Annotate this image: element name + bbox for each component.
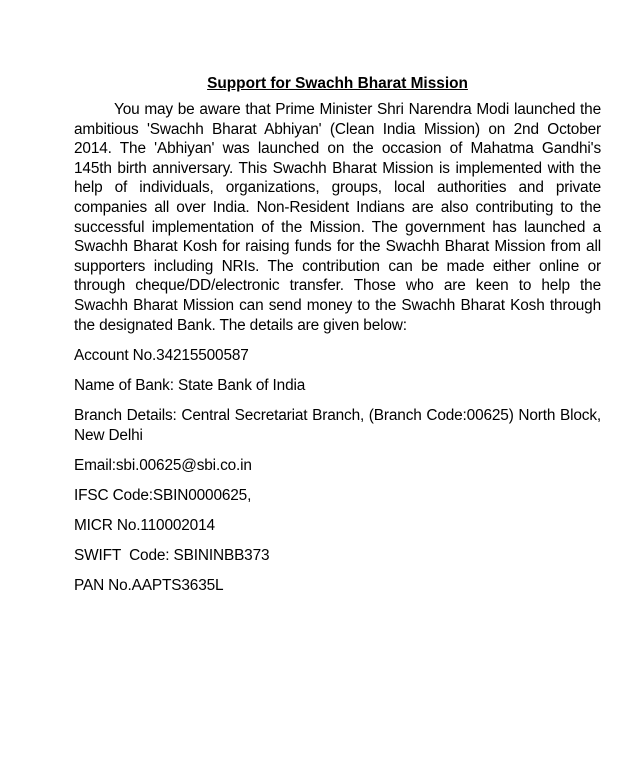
ifsc-code: IFSC Code:SBIN0000625, bbox=[74, 487, 252, 505]
account-number: Account No.34215500587 bbox=[74, 347, 249, 365]
document-page bbox=[74, 74, 601, 596]
branch-details: Branch Details: Central Secretariat Branch, (Branch Code:00625) North Block, New Delhi bbox=[74, 407, 601, 444]
email-address: Email:sbi.00625@sbi.co.in bbox=[74, 457, 252, 474]
swift-code: SWIFT Code: SBININBB373 bbox=[74, 547, 270, 565]
pan-number: PAN No.AAPTS3635L bbox=[74, 577, 224, 595]
body-paragraph: You may be aware that Prime Minister Shri Narendra Modi launched the ambitious 'Swachh Bharat Abhiyan' (Clean India Mission) on 2nd October 2014. The 'Abhiyan' was launched on the occasion of Mahatma Gandhi's 145th birth anniversary. This Swachh Bharat Mission is implemented with the help of individuals, organizations, groups, local authorities and private companies all over India. Non-Resident Indians are also contributing to the successful implementation of the Mission. The government has launched a Swachh Bharat Kosh for raising funds for the Swachh Bharat Mission from all supporters including NRIs. The contribution can be made either online or through cheque/DD/electronic transfer. Those who are keen to help the Swachh Bharat Mission can send money to the Swachh Bharat Kosh through the designated Bank. The details are given below: bbox=[74, 101, 601, 334]
document-title: Support for Swachh Bharat Mission bbox=[207, 75, 468, 92]
micr-number: MICR No.110002014 bbox=[74, 517, 215, 535]
bank-name: Name of Bank: State Bank of India bbox=[74, 377, 306, 395]
